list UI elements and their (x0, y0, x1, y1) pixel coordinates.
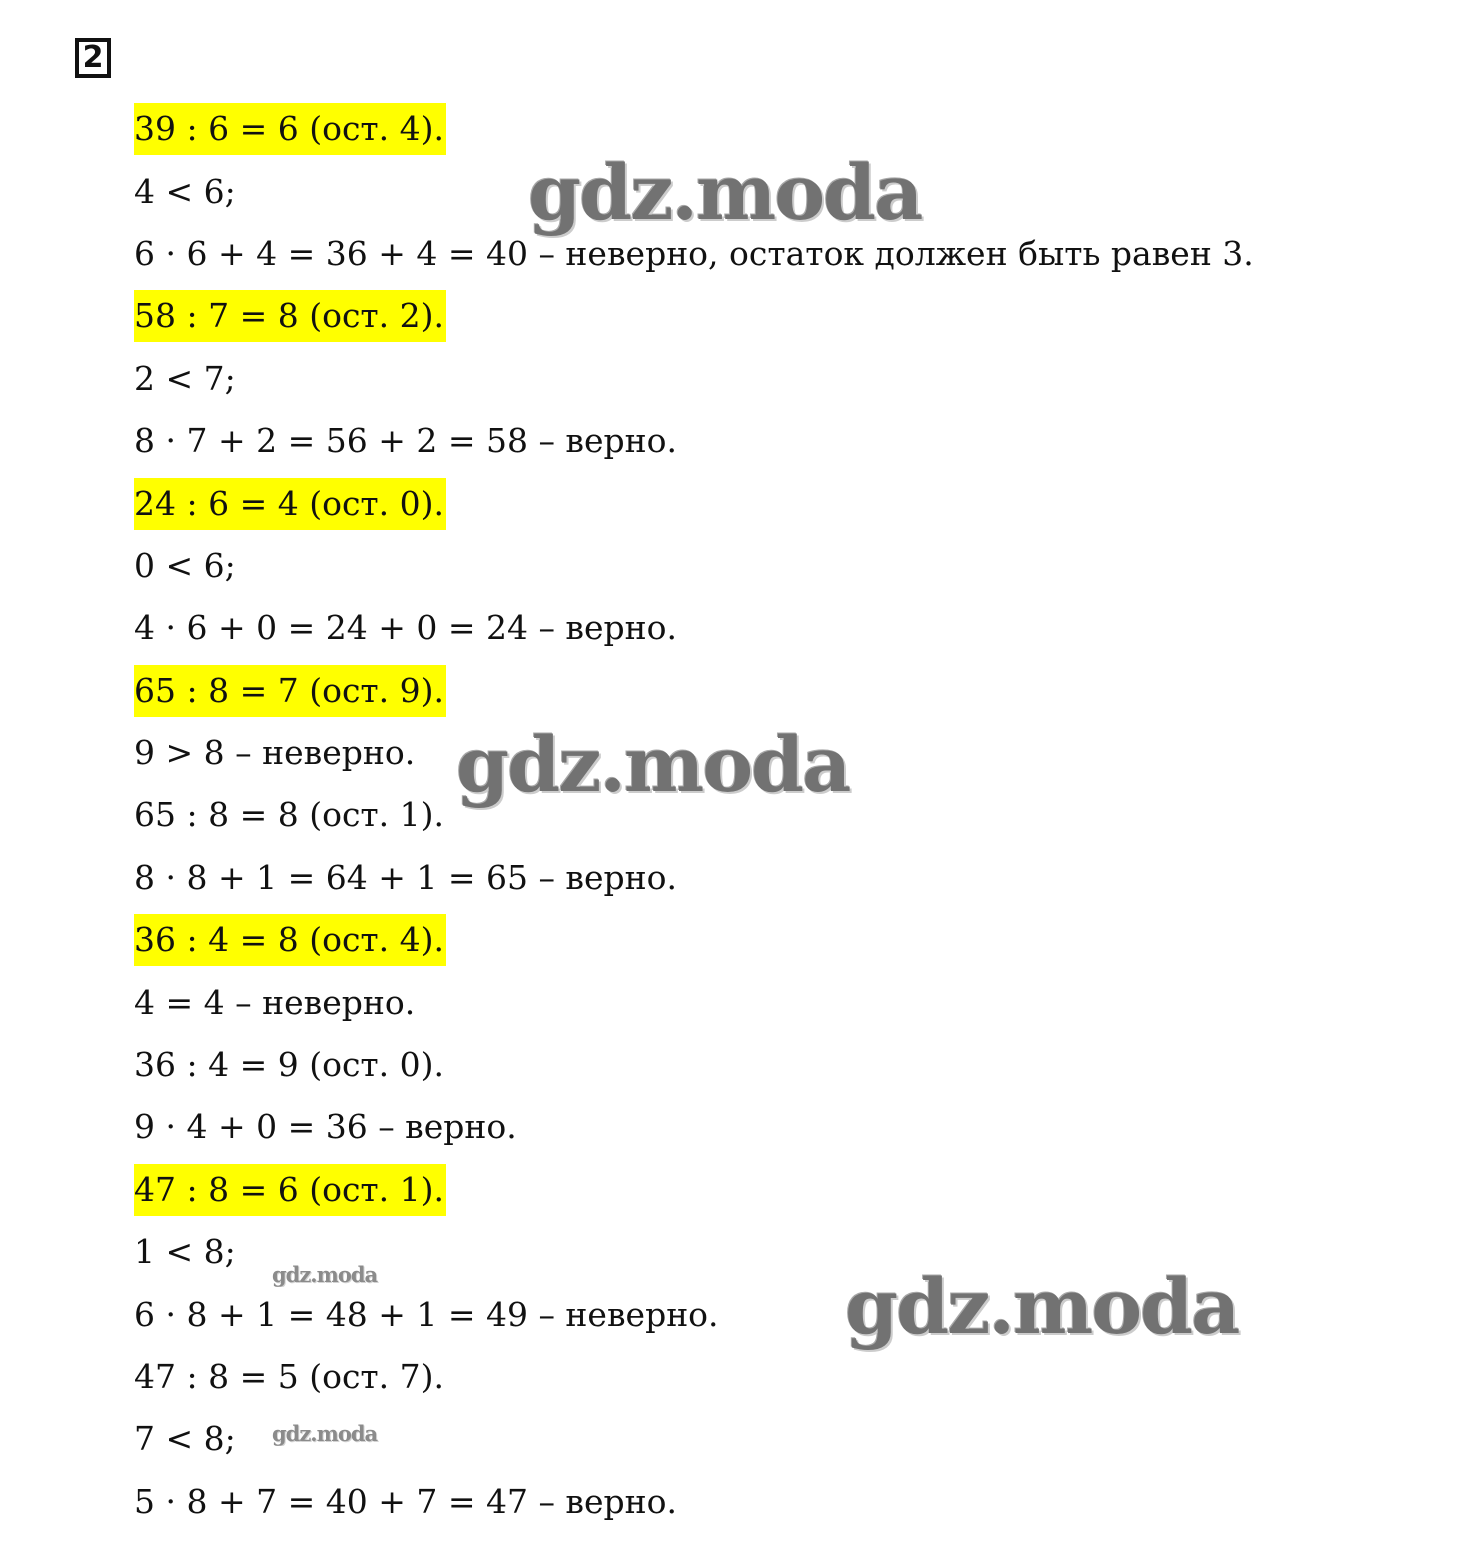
line-text: 1 < 8; (134, 1232, 236, 1272)
solution-line (134, 223, 1384, 285)
highlighted-equation-line (134, 909, 1384, 971)
watermark: gdz.moda (845, 1262, 1239, 1351)
line-text: 4 = 4 – неверно. (134, 982, 416, 1022)
watermark: gdz.moda (272, 1262, 378, 1287)
solution-line (134, 1346, 1384, 1408)
solution-line (134, 1408, 1384, 1470)
line-text: 8 · 7 + 2 = 56 + 2 = 58 – верно. (134, 421, 678, 461)
highlighted-equation-line (134, 660, 1384, 722)
line-text: 47 : 8 = 6 (ост. 1). (134, 1164, 446, 1216)
line-text: 36 : 4 = 8 (ост. 4). (134, 914, 446, 966)
solution-line (134, 535, 1384, 597)
highlighted-equation-line (134, 285, 1384, 347)
solution-line (134, 722, 1384, 784)
solution-line (134, 1283, 1384, 1345)
line-text: 6 · 6 + 4 = 36 + 4 = 40 – неверно, остаток должен быть равен 3. (134, 233, 1254, 273)
line-text: 7 < 8; (134, 1419, 236, 1459)
watermark: gdz.moda (528, 148, 922, 237)
solution-lines (134, 98, 1384, 1533)
watermark: gdz.moda (272, 1421, 378, 1446)
watermark: gdz.moda (456, 720, 850, 809)
highlighted-equation-line (134, 1159, 1384, 1221)
line-text: 4 · 6 + 0 = 24 + 0 = 24 – верно. (134, 608, 678, 648)
line-text: 9 > 8 – неверно. (134, 733, 416, 773)
task-number-badge: 2 (75, 38, 111, 78)
solution-line (134, 410, 1384, 472)
line-text: 9 · 4 + 0 = 36 – верно. (134, 1107, 517, 1147)
solution-line (134, 1096, 1384, 1158)
line-text: 0 < 6; (134, 545, 236, 585)
line-text: 65 : 8 = 7 (ост. 9). (134, 665, 446, 717)
line-text: 5 · 8 + 7 = 40 + 7 = 47 – верно. (134, 1481, 678, 1521)
highlighted-equation-line (134, 472, 1384, 534)
solution-line (134, 348, 1384, 410)
line-text: 6 · 8 + 1 = 48 + 1 = 49 – неверно. (134, 1294, 719, 1334)
solution-line (134, 160, 1384, 222)
line-text: 47 : 8 = 5 (ост. 7). (134, 1357, 445, 1396)
line-text: 36 : 4 = 9 (ост. 0). (134, 1045, 445, 1085)
solution-line (134, 847, 1384, 909)
solution-line (134, 597, 1384, 659)
solution-line (134, 1221, 1384, 1283)
solution-line (134, 1034, 1384, 1096)
line-text: 39 : 6 = 6 (ост. 4). (134, 103, 446, 155)
solution-line (134, 1471, 1384, 1533)
line-text: 24 : 6 = 4 (ост. 0). (134, 478, 446, 530)
solution-line (134, 971, 1384, 1033)
line-text: 8 · 8 + 1 = 64 + 1 = 65 – верно. (134, 857, 678, 897)
line-text: 65 : 8 = 8 (ост. 1). (134, 795, 445, 835)
highlighted-equation-line (134, 98, 1384, 160)
line-text: 2 < 7; (134, 358, 236, 398)
line-text: 58 : 7 = 8 (ост. 2). (134, 290, 446, 342)
solution-line (134, 784, 1384, 846)
line-text: 4 < 6; (134, 171, 236, 211)
